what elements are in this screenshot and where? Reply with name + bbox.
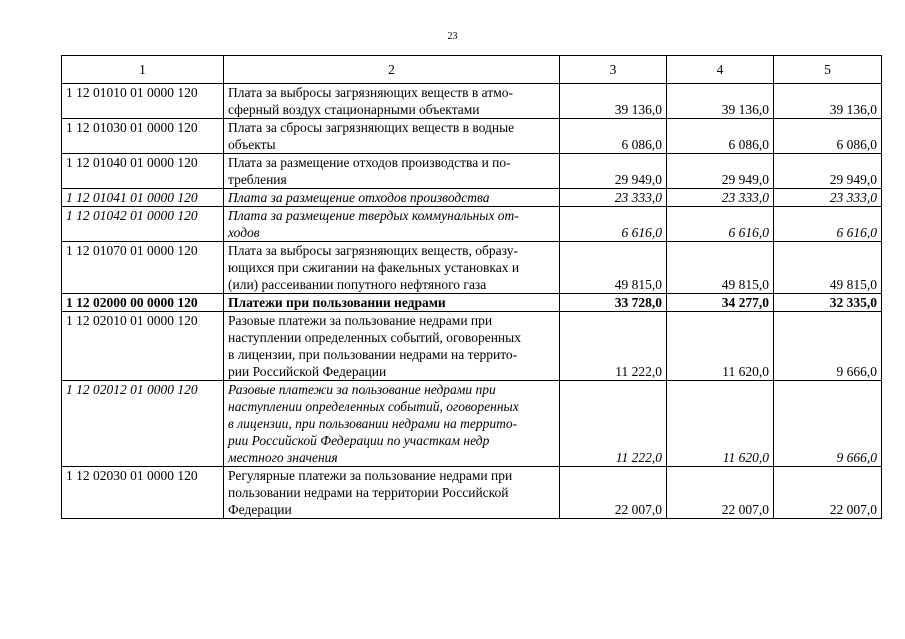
revenue-name: Разовые платежи за пользование недрами при наступлении определенных событий, оговоренных в лицензии, при пользовании недрами на террито- рии Российской Федерации: [224, 312, 560, 381]
value-col5: 6 086,0: [774, 119, 882, 154]
value-col4: 49 815,0: [667, 242, 774, 294]
value-col5: 9 666,0: [774, 381, 882, 467]
revenue-name: Разовые платежи за пользование недрами при наступлении определенных событий, оговоренных в лицензии, при пользовании недрами на террито- рии Российской Федерации по участкам недр местного значения: [224, 381, 560, 467]
value-col4: 11 620,0: [667, 312, 774, 381]
value-col5: 23 333,0: [774, 189, 882, 207]
header-cell: 4: [667, 56, 774, 84]
value-col3: 11 222,0: [560, 381, 667, 467]
budget-code: 1 12 02000 00 0000 120: [62, 294, 224, 312]
revenue-name: Плата за размещение отходов производства и по- требления: [224, 154, 560, 189]
table-row: [62, 84, 882, 119]
value-col5: 29 949,0: [774, 154, 882, 189]
value-col4: 23 333,0: [667, 189, 774, 207]
value-col5: 39 136,0: [774, 84, 882, 119]
value-col4: 22 007,0: [667, 467, 774, 519]
budget-code: 1 12 01042 01 0000 120: [62, 207, 224, 242]
value-col5: 32 335,0: [774, 294, 882, 312]
revenue-name: Плата за сбросы загрязняющих веществ в водные объекты: [224, 119, 560, 154]
revenue-name: Платежи при пользовании недрами: [224, 294, 560, 312]
table-header-row: [62, 56, 882, 84]
header-cell: 1: [62, 56, 224, 84]
revenue-name: Плата за размещение твердых коммунальных от- ходов: [224, 207, 560, 242]
revenue-name: Регулярные платежи за пользование недрами при пользовании недрами на территории Российской Федерации: [224, 467, 560, 519]
value-col3: 6 086,0: [560, 119, 667, 154]
value-col3: 49 815,0: [560, 242, 667, 294]
budget-code: 1 12 01070 01 0000 120: [62, 242, 224, 294]
page-number: 23: [447, 31, 458, 42]
value-col3: 39 136,0: [560, 84, 667, 119]
revenue-name: Плата за выбросы загрязняющих веществ, образу- ющихся при сжигании на факельных установках и (или) рассеивании попутного нефтяного газа: [224, 242, 560, 294]
budget-code: 1 12 01010 01 0000 120: [62, 84, 224, 119]
value-col4: 11 620,0: [667, 381, 774, 467]
table-row: [62, 242, 882, 294]
budget-code: 1 12 02030 01 0000 120: [62, 467, 224, 519]
revenue-name: Плата за размещение отходов производства: [224, 189, 560, 207]
value-col3: 22 007,0: [560, 467, 667, 519]
revenue-name: Плата за выбросы загрязняющих веществ в атмо- сферный воздух стационарными объектами: [224, 84, 560, 119]
budget-code: 1 12 02012 01 0000 120: [62, 381, 224, 467]
table-row: [62, 294, 882, 312]
value-col3: 11 222,0: [560, 312, 667, 381]
table-row: [62, 381, 882, 467]
value-col5: 9 666,0: [774, 312, 882, 381]
revenue-table: [61, 55, 882, 519]
table-row: [62, 119, 882, 154]
value-col4: 6 086,0: [667, 119, 774, 154]
value-col3: 23 333,0: [560, 189, 667, 207]
table-row: [62, 154, 882, 189]
value-col4: 39 136,0: [667, 84, 774, 119]
budget-code: 1 12 01040 01 0000 120: [62, 154, 224, 189]
table-row: [62, 189, 882, 207]
value-col4: 34 277,0: [667, 294, 774, 312]
value-col3: 29 949,0: [560, 154, 667, 189]
budget-code: 1 12 01041 01 0000 120: [62, 189, 224, 207]
budget-code: 1 12 02010 01 0000 120: [62, 312, 224, 381]
table-row: [62, 312, 882, 381]
budget-code: 1 12 01030 01 0000 120: [62, 119, 224, 154]
header-cell: 2: [224, 56, 560, 84]
table-row: [62, 467, 882, 519]
value-col4: 29 949,0: [667, 154, 774, 189]
value-col5: 22 007,0: [774, 467, 882, 519]
value-col5: 6 616,0: [774, 207, 882, 242]
value-col3: 6 616,0: [560, 207, 667, 242]
header-cell: 3: [560, 56, 667, 84]
value-col3: 33 728,0: [560, 294, 667, 312]
value-col4: 6 616,0: [667, 207, 774, 242]
header-cell: 5: [774, 56, 882, 84]
value-col5: 49 815,0: [774, 242, 882, 294]
table-row: [62, 207, 882, 242]
